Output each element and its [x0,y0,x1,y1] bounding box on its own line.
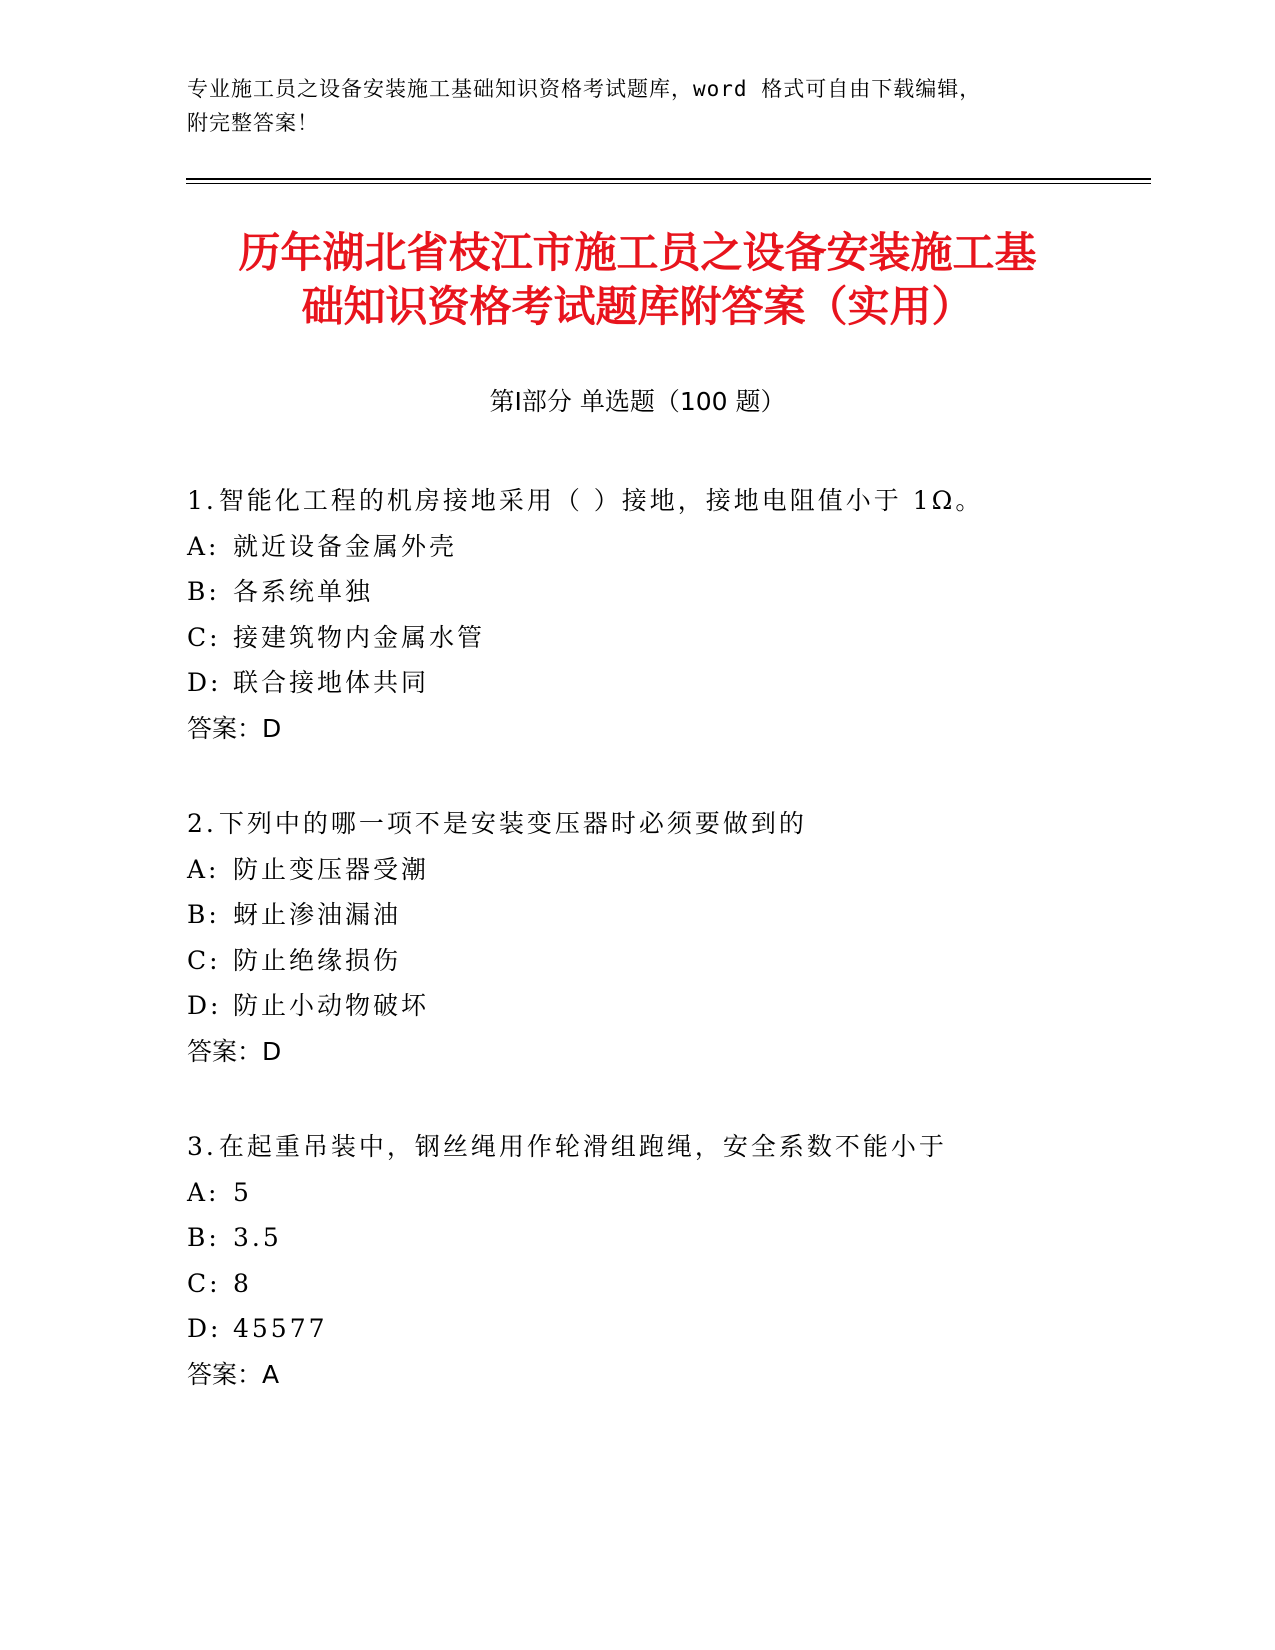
option-letter: A: [187,1177,220,1207]
question-number: 3. [187,1132,217,1161]
option-c [187,1261,1137,1307]
question-text: 智能化工程的机房接地采用（ ）接地，接地电阻值小于 1Ω。 [218,486,984,515]
option-text: 接建筑物内金属水管 [233,622,486,652]
option-letter: A: [187,531,220,561]
question-text: 下列中的哪一项不是安装变压器时必须要做到的 [218,809,807,838]
question-2 [187,801,1137,1074]
option-text: 3.5 [233,1223,282,1252]
answer-label: 答案： [187,713,263,743]
answer-label: 答案： [187,1036,263,1066]
option-letter: B: [187,900,220,929]
option-text: 蚜止渗油漏油 [233,900,402,929]
option-text: 各系统单独 [233,577,374,606]
header-divider-thick [186,178,1151,180]
option-a [187,847,1137,893]
option-a [187,1170,1137,1216]
question-1 [187,478,1137,751]
option-text: 45577 [233,1314,328,1343]
document-title-line-1: 历年湖北省枝江市施工员之设备安装施工基 [238,228,1037,277]
option-letter: D: [187,991,222,1020]
option-text: 就近设备金属外壳 [233,531,458,561]
question-stem [187,478,1137,524]
option-text: 防止绝缘损伤 [233,945,402,975]
option-letter: D: [187,1314,222,1343]
answer-line [187,706,1137,752]
option-text: 联合接地体共同 [233,668,430,697]
option-c [187,615,1137,661]
option-text: 防止变压器受潮 [233,854,430,884]
option-letter: C: [187,945,221,975]
question-number: 2. [187,809,217,838]
header-note [187,72,1087,140]
option-b [187,1215,1137,1261]
option-text: 5 [233,1177,252,1207]
document-title-line-2: 础知识资格考试题库附答案（实用） [301,282,974,331]
header-divider-thin [186,183,1151,184]
answer-value: A [262,1359,280,1389]
option-letter: A: [187,854,220,884]
question-number: 1. [187,486,217,515]
question-stem [187,1124,1137,1170]
option-letter: C: [187,1268,221,1298]
answer-line [187,1352,1137,1398]
question-text: 在起重吊装中，钢丝绳用作轮滑组跑绳，安全系数不能小于 [218,1132,947,1161]
option-b [187,892,1137,938]
option-letter: D: [187,668,222,697]
option-text: 8 [233,1268,252,1298]
answer-value: D [262,713,282,743]
answer-label: 答案： [187,1359,263,1389]
option-d [187,1306,1137,1352]
header-note-line-2: 附完整答案！ [187,111,319,135]
answer-value: D [262,1036,282,1066]
question-list [187,478,1137,1447]
option-letter: C: [187,622,221,652]
question-3 [187,1124,1137,1397]
question-stem [187,801,1137,847]
header-note-line-1: 专业施工员之设备安装施工基础知识资格考试题库，word 格式可自由下载编辑， [187,77,982,101]
option-letter: B: [187,1223,220,1252]
option-b [187,569,1137,615]
option-d [187,983,1137,1029]
option-c [187,938,1137,984]
option-text: 防止小动物破坏 [233,991,430,1020]
option-d [187,660,1137,706]
answer-line [187,1029,1137,1075]
option-letter: B: [187,577,220,606]
section-title: 第Ⅰ部分 单选题（100 题） [489,387,786,416]
option-a [187,524,1137,570]
document-title [150,226,1125,334]
